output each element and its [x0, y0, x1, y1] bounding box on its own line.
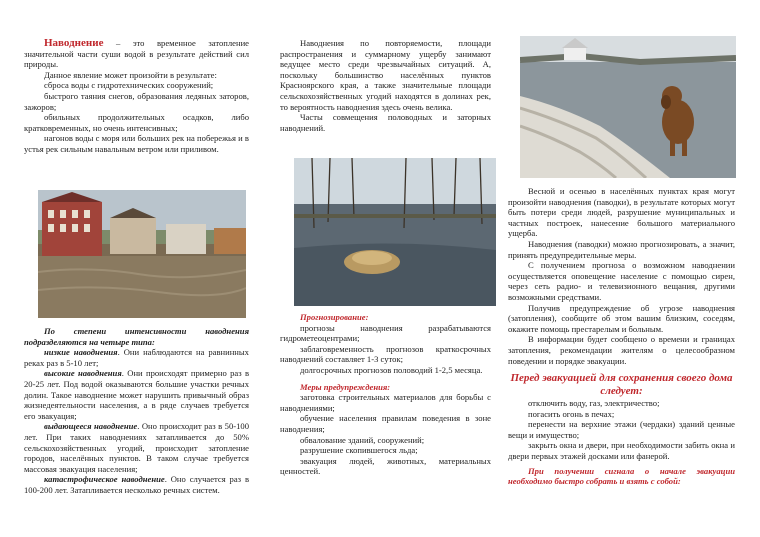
- types-heading: По степени интенсивности наводнения подразделяются на четыре типа:: [24, 326, 249, 347]
- prevention-item: обвалование зданий, сооружений;: [300, 434, 425, 445]
- warning-paragraph: С получением прогноза о возможном наводнении осуществляется оповещение население с помощью сирен, через сеть радио- и телевизионного вещания, другими возможными средствами.: [508, 260, 735, 302]
- evacuation-heading: Перед эвакуацией для сохранения своего дома следует:: [510, 372, 733, 398]
- flooded-forest-photo: [294, 158, 496, 306]
- forecasting-paragraph: Наводнения (паводки) можно прогнозировать, а значит, принять предупредительные меры.: [508, 238, 735, 260]
- seasonal-floods-paragraph: Весной и осенью в населённых пунктах края могут произойти наводнения (паводки), в результате которых могут быть потери среди людей, разрушение муниципальных и частных построек, нанесение большого материального ущерба.: [508, 186, 735, 239]
- frequency-paragraph: Наводнения по повторяемости, площади распространения и суммарному ущербу занимают ведущее место среди чрезвычайных ситуаций. А, поскольку большинство населённых пунктов Красноярского края, а также значительные площади сельскохозяйственных угодий находятся в долинах рек, то вероятность наводнения здесь очень велика.: [280, 38, 491, 112]
- evacuation-item: закрыть окна и двери, при необходимости забить окна и двери первых этажей досками или фанерой.: [508, 440, 735, 462]
- type-item: выдающееся наводнение. Оно происходит раз в 50-100 лет. При таких наводнениях затапливается до 50% сельскохозяйственных угодий, происходит затопление городов, населённых пунктов. В таком случае требуется массовая эвакуация населения;: [24, 421, 249, 474]
- cause-item: быстрого таяния снегов, образования ледяных заторов, зажоров;: [24, 90, 249, 112]
- prevention-item: разрушение скопившегося льда;: [300, 445, 418, 456]
- forecast-heading: Прогнозирование:: [300, 312, 369, 322]
- cause-item: обильных продолжительных осадков, либо кратковременных, но очень интенсивных;: [24, 112, 249, 133]
- information-paragraph: В информации будет сообщено о времени и границах затопления, рекомендации жителям о целесообразном поведении и порядке эвакуации.: [508, 334, 735, 366]
- forecast-item: прогнозы наводнения разрабатываются гидрометеоцентрами;: [280, 322, 491, 344]
- column-left: [24, 38, 249, 155]
- prevention-item: обучение населения правилам поведения в зоне наводнения;: [280, 413, 491, 434]
- prevention-item: эвакуация людей, животных, материальных ценностей.: [280, 455, 491, 477]
- flooded-town-photo: [38, 190, 246, 318]
- cause-item: нагонов воды с моря или больших рек на побережья и в устья рек сильным навальным ветром или приливом.: [24, 133, 249, 154]
- intro-definition: – это временное затопление значительной части суши водой в результате действий сил природы.: [24, 38, 249, 70]
- column-right: [508, 186, 735, 487]
- intro-term: Наводнение: [44, 37, 104, 49]
- evacuation-item: погасить огонь в печах;: [528, 408, 615, 419]
- forecast-item: долгосрочных прогнозов половодий 1-2,5 месяца.: [300, 364, 483, 375]
- combined-floods-paragraph: Часты совмещения половодных и заторных наводнений.: [280, 112, 491, 133]
- cause-item: сброса воды с гидротехнических сооружений;: [44, 80, 214, 91]
- causes-lead: Данное явление может произойти в результате:: [44, 69, 217, 80]
- type-item: низкие наводнения. Они наблюдаются на равнинных реках раз в 5-10 лет;: [24, 347, 249, 368]
- threat-paragraph: Получив предупреждение об угрозе наводнения (затопления), сообщите об этом вашим близким, соседям, окажите помощь престарелым и больным.: [508, 302, 735, 334]
- forecast-item: заблаговременность прогнозов краткосрочных наводнений составляет 1-3 суток;: [280, 343, 491, 365]
- dog-on-sandbags-photo: [520, 36, 736, 178]
- evacuation-item: отключить воду, газ, электричество;: [528, 398, 660, 409]
- prevention-heading: Меры предупреждения:: [300, 381, 391, 392]
- flood-types-section: [24, 326, 249, 496]
- type-item: высокие наводнения. Они происходят примерно раз в 20-25 лет. Под водой оказываются большие участки речных долин. Такое наводнение может нарушить привычный образ жизнедеятельности населения, а в ряде случаев требуется его эвакуация;: [24, 368, 250, 421]
- type-item: катастрофическое наводнение. Оно случается раз в 100-200 лет. Затапливается несколько речных систем.: [24, 474, 249, 495]
- evacuation-item: перенести на верхние этажи (чердаки) зданий ценные вещи и имущество;: [508, 419, 735, 440]
- column-middle: [280, 38, 491, 133]
- prevention-item: заготовка строительных материалов для борьбы с наводнениями;: [280, 392, 491, 413]
- signal-heading: При получении сигнала о начале эвакуации необходимо быстро собрать и взять с собой:: [508, 465, 735, 487]
- intro-paragraph: [24, 38, 249, 70]
- forecast-section: [280, 312, 491, 477]
